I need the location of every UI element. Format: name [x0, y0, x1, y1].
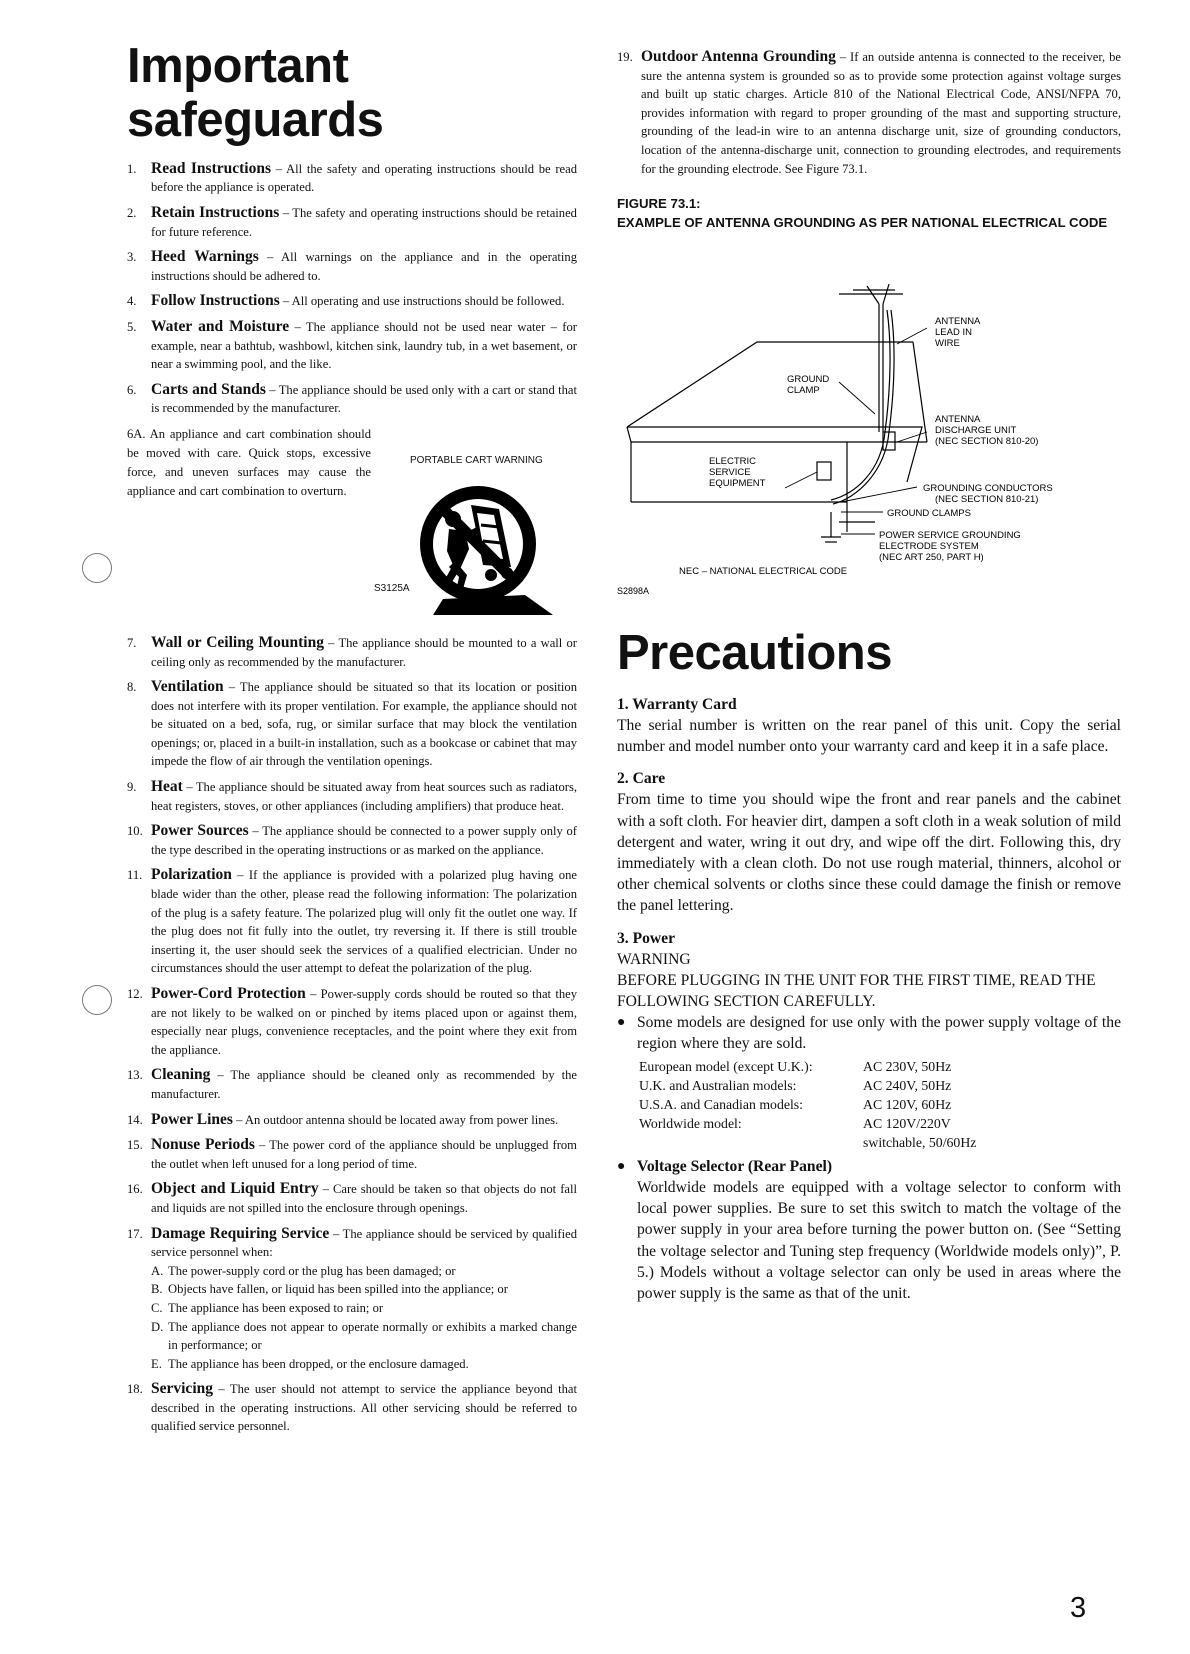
sub-item-b: B. Objects have fallen, or liquid has been spilled into the appliance; or [151, 1282, 508, 1297]
svg-text:EQUIPMENT: EQUIPMENT [709, 478, 766, 490]
svg-text:ELECTRIC: ELECTRIC [709, 456, 756, 468]
safeguard-item-12: 12. Power-Cord Protection – Power-supply cords should be routed so that they are not likely to be walked on or pinched by items placed upon or against them, especially near plugs, convenience receptacles, and the point where they exit from the appliance. [127, 985, 578, 1057]
safeguard-item-18: 18. Servicing – The user should not attempt to service the appliance beyond that described in the operating instructions. All other servicing should be referred to qualified service personnel. [127, 1380, 577, 1434]
power-heading: 3. Power [617, 929, 676, 947]
safeguard-item-5: 5. Water and Moisture – The appliance should not be used near water – for example, near a bathtub, washbowl, kitchen sink, laundry tub, in a wet basement, or near a swimming pool, and the like. [127, 317, 577, 372]
page-number: 3 [1070, 1592, 1087, 1624]
safeguard-item-11: 11. Polarization – If the appliance is provided with a polarized plug having one blade wider than the other, please read the following information: The polarization of the plug is a safety feature. The polarized plug will only fit the outlet one way. If the plug does not fit fully into the outlet, try reversing it. If there is still trouble inserting it, the user should seek the services of a qualified electrician. Under no circumstances should the user attempt to defeat the polarization of the plug. [127, 866, 577, 976]
bullet-voltage-models: ● Some models are designed for use only with the power supply voltage of the region where they are sold. [617, 1014, 1121, 1053]
svg-text:(NEC SECTION 810-20): (NEC SECTION 810-20) [935, 436, 1039, 448]
safeguards-title: Important safeguards [127, 39, 384, 147]
svg-text:WIRE: WIRE [935, 338, 960, 350]
portable-cart-warning-icon [403, 475, 553, 625]
sub-item-c: C. The appliance has been exposed to rain; or [151, 1300, 384, 1315]
voltage-row: U.S.A. and Canadian models: AC 120V, 60Hz [639, 1096, 952, 1112]
svg-text:LEAD IN: LEAD IN [935, 327, 972, 339]
house-drawing [627, 284, 927, 542]
voltage-row: U.K. and Australian models: AC 240V, 50Hz [639, 1077, 952, 1093]
svg-text:ANTENNA: ANTENNA [935, 414, 981, 426]
svg-text:GROUNDING CONDUCTORS: GROUNDING CONDUCTORS [923, 483, 1053, 495]
precautions-title: Precautions [617, 626, 892, 681]
sub-item-a: A. The power-supply cord or the plug has been damaged; or [151, 1263, 456, 1278]
svg-text:GROUND CLAMPS: GROUND CLAMPS [887, 508, 971, 520]
right-column [617, 48, 1121, 1304]
bullet-voltage-selector: ● Voltage Selector (Rear Panel) Worldwide models are equipped with a voltage selector to conform with local power supplies. Be sure to set this switch to match the voltage of the power supply in your area before turning the power button on. (See “Setting the voltage selector and Tuning step frequency (Worldwide models only)”, P. 5.) Models without a voltage selector can only be used in areas where the power supply is the same as that of the unit. [617, 1157, 1121, 1302]
sub-item-d: D. The appliance does not appear to operate normally or exhibits a marked change in performance; or [151, 1319, 577, 1353]
care-heading: 2. Care [617, 770, 666, 788]
safeguard-item-2: 2. Retain Instructions – The safety and operating instructions should be retained for future reference. [127, 203, 577, 239]
safeguard-item-1: 1. Read Instructions – All the safety and operating instructions should be read before the appliance is operated. [127, 159, 577, 195]
binder-hole-top [82, 553, 112, 583]
svg-text:POWER SERVICE GROUNDING: POWER SERVICE GROUNDING [879, 530, 1021, 542]
svg-text:(NEC ART 250, PART H): (NEC ART 250, PART H) [879, 552, 984, 564]
safeguard-item-17: 17. Damage Requiring Service – The appliance should be serviced by qualified service personnel when: A. The power-supply cord or the plug has been damaged; or B. Objects have fallen, or liquid has been spilled into the appliance; or C. The appliance has been exposed to rain; or D. The appliance does not appear to operate normally or exhibits a marked change in performance; or E. The appliance has been dropped, or the enclosure damaged. [127, 1225, 577, 1374]
warranty-heading: 1. Warranty Card [617, 696, 737, 714]
figure-title: FIGURE 73.1: EXAMPLE OF ANTENNA GROUNDING AS PER NATIONAL ELECTRICAL CODE [617, 196, 1108, 231]
cart-figure-code: S3125A [374, 582, 410, 594]
safeguard-item-10: 10. Power Sources – The appliance should be connected to a power supply only of the type described in the operating instructions or as marked on the appliance. [127, 822, 577, 857]
svg-text:CLAMP: CLAMP [787, 385, 820, 397]
safeguard-item-14: 14. Power Lines – An outdoor antenna should be located away from power lines. [127, 1110, 559, 1128]
antenna-grounding-figure [617, 232, 1121, 627]
safeguards-column [127, 40, 577, 1443]
safeguard-item-16: 16. Object and Liquid Entry – Care should be taken so that objects do not fall and liquids are not spilled into the enclosure through openings. [127, 1180, 578, 1215]
svg-text:ANTENNA: ANTENNA [935, 316, 981, 328]
binder-hole-bottom [82, 985, 112, 1015]
safeguard-item-7: 7. Wall or Ceiling Mounting – The appliance should be mounted to a wall or ceiling only as recommended by the manufacturer. [127, 633, 577, 669]
warning-label: WARNING [617, 950, 691, 968]
svg-text:GROUND: GROUND [787, 374, 830, 386]
safeguard-item-6: 6. Carts and Stands – The appliance should be used only with a cart or stand that is recommended by the manufacturer. [127, 380, 578, 416]
safeguard-item-8: 8. Ventilation – The appliance should be situated so that its location or position does not interfere with its proper ventilation. For example, the appliance should not be situated on a bed, sofa, rug, or similar surface that may block the ventilation openings; or, placed in a built-in installation, such as a bookcase or cabinet that may impede the flow of air through the ventilation openings. [127, 678, 577, 769]
svg-text:DISCHARGE UNIT: DISCHARGE UNIT [935, 425, 1017, 437]
safeguard-item-9: 9. Heat – The appliance should be situated away from heat sources such as radiators, heat registers, stoves, or other appliances (including amplifiers) that produce heat. [127, 778, 577, 813]
safeguard-item-19: 19. Outdoor Antenna Grounding – If an outside antenna is connected to the receiver, be sure the antenna system is grounded so as to provide some protection against voltage surges and built up static charges. Article 810 of the National Electrical Code, ANSI/NFPA 70, provides information with regard to proper grounding of the mast and supporting structure, grounding of the lead-in wire to an antenna discharge unit, size of grounding conductors, location of the antenna-discharge unit, connection to grounding electrodes, and requirements for the grounding electrode. See Figure 73.1. [617, 48, 1121, 176]
before-plugging-text: BEFORE PLUGGING IN THE UNIT FOR THE FIRST TIME, READ THE FOLLOWING SECTION CAREFULLY. [617, 971, 1096, 1011]
svg-text:SERVICE: SERVICE [709, 467, 751, 479]
sub-item-e: E. The appliance has been dropped, or the enclosure damaged. [151, 1356, 469, 1371]
cart-warning-caption: PORTABLE CART WARNING [410, 454, 543, 466]
safeguard-item-13: 13. Cleaning – The appliance should be cleaned only as recommended by the manufacturer. [127, 1066, 577, 1101]
voltage-table [639, 1057, 1121, 1152]
safeguard-item-3: 3. Heed Warnings – All warnings on the appliance and in the operating instructions should be adhered to. [127, 248, 578, 283]
safeguard-item-15: 15. Nonuse Periods – The power cord of the appliance should be unplugged from the outlet when left unused for a long period of time. [127, 1136, 577, 1171]
warranty-text: The serial number is written on the rear panel of this unit. Copy the serial number and model number onto your warranty card and keep it in a safe place. [617, 717, 1121, 756]
voltage-row: Worldwide model: AC 120V/220V switchable, 50/60Hz [639, 1115, 977, 1150]
svg-text:ELECTRODE SYSTEM: ELECTRODE SYSTEM [879, 541, 979, 553]
safeguard-item-4: 4. Follow Instructions – All operating and use instructions should be followed. [127, 292, 565, 310]
safeguard-item-6a: 6A. An appliance and cart combination should be moved with care. Quick stops, excessive force, and uneven surfaces may cause the appliance and cart combination to overturn. PORTABLE CART WARNING S3125A [127, 425, 577, 630]
svg-text:S2898A: S2898A [617, 586, 650, 597]
care-text: From time to time you should wipe the front and rear panels and the cabinet with a soft cloth. For heavier dirt, dampen a soft cloth in a weak solution of mild detergent and water, wring it out dry, and wipe off the dirt. Following this, dry immediately with a clean cloth. Do not use rough material, thinners, alcohol or other chemical solvents or cloths since these could damage the finish or remove the panel lettering. [617, 791, 1121, 915]
voltage-row: European model (except U.K.): AC 230V, 50Hz [639, 1058, 952, 1074]
svg-text:(NEC SECTION 810-21): (NEC SECTION 810-21) [935, 494, 1039, 506]
svg-text:NEC – NATIONAL ELECTRICAL CODE: NEC – NATIONAL ELECTRICAL CODE [679, 566, 848, 578]
